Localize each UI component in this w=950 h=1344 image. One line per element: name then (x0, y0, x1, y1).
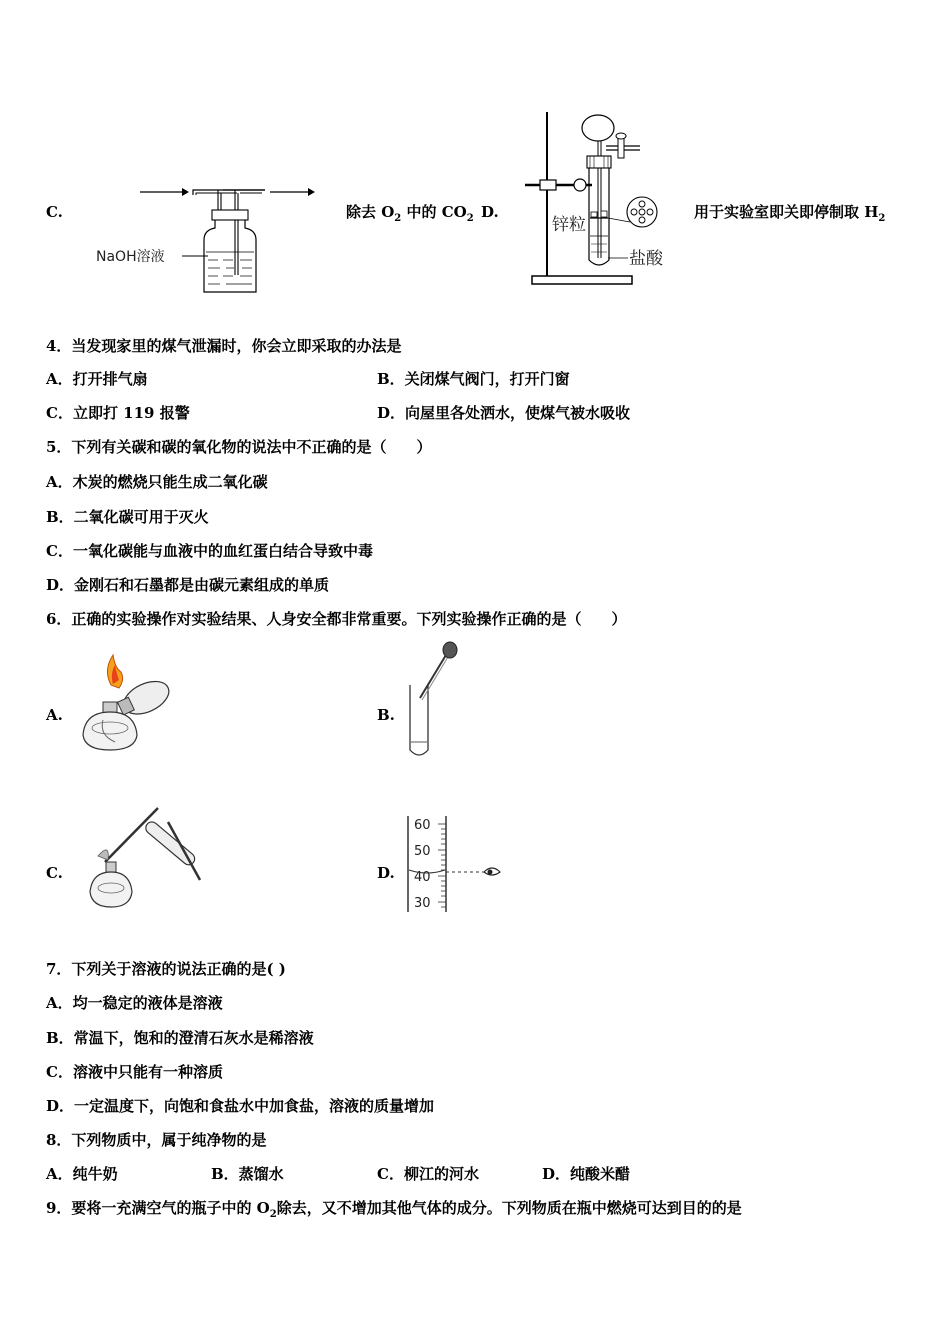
q6-b-label: B. (377, 706, 395, 724)
q7-stem: 7．下列关于溶液的说法正确的是( ) (46, 960, 286, 978)
q9-stem-pre: 9．要将一充满空气的瓶子中的 O (46, 1199, 270, 1217)
q3-c-sub: 2 (394, 213, 402, 224)
q4-option-d: D．向屋里各处洒水，使煤气被水吸收 (377, 404, 631, 422)
q5-stem: 5．下列有关碳和碳的氧化物的说法中不正确的是（ ） (46, 438, 432, 456)
q8-stem: 8．下列物质中，属于纯净物的是 (46, 1131, 267, 1149)
zinc-label: 锌粒 (552, 215, 586, 235)
scale-50: 50 (414, 844, 431, 859)
q4-option-b: B．关闭煤气阀门，打开门窗 (377, 370, 570, 388)
graduated-cylinder-reading-figure (400, 812, 510, 917)
q5-option-d: D．金刚石和石墨都是由碳元素组成的单质 (46, 576, 330, 594)
q8-option-d: D．纯酸米醋 (542, 1165, 631, 1183)
q3-d-sub: 2 (878, 213, 886, 224)
scale-60: 60 (414, 818, 431, 833)
q3-c-text-pre: 除去 O (346, 203, 395, 221)
q7-option-c: C．溶液中只能有一种溶质 (46, 1063, 223, 1081)
heating-test-tube-figure (80, 800, 210, 915)
q5-option-a: A．木炭的燃烧只能生成二氧化碳 (46, 473, 268, 491)
q6-a-label: A. (46, 706, 63, 724)
q9-stem (46, 1198, 742, 1225)
gas-washing-bottle-figure (90, 180, 330, 300)
q3-c-text (346, 202, 474, 229)
q4-option-c: C．立即打 119 报警 (46, 404, 190, 422)
q3-d-label: D. (481, 203, 499, 221)
q9-stem-sub: 2 (269, 1209, 277, 1220)
q3-c-label: C. (46, 203, 63, 221)
q7-option-d: D．一定温度下，向饱和食盐水中加食盐，溶液的质量增加 (46, 1097, 435, 1115)
q9-stem-post: 除去，又不增加其他气体的成分。下列物质在瓶中燃烧可达到目的的是 (276, 1199, 742, 1217)
q6-stem: 6．正确的实验操作对实验结果、人身安全都非常重要。下列实验操作正确的是（ ） (46, 610, 627, 628)
q8-option-c: C．柳江的河水 (377, 1165, 479, 1183)
q6-d-label: D. (377, 864, 395, 882)
dropper-into-tube-figure (400, 640, 470, 765)
q8-option-b: B．蒸馏水 (211, 1165, 284, 1183)
naoh-label: NaOH溶液 (96, 249, 165, 265)
kipp-apparatus-figure (520, 108, 670, 290)
q7-option-a: A．均一稳定的液体是溶液 (46, 994, 223, 1012)
scale-30: 30 (414, 896, 431, 911)
q6-c-label: C. (46, 864, 63, 882)
q7-option-b: B．常温下，饱和的澄清石灰水是稀溶液 (46, 1029, 314, 1047)
scale-40: 40 (414, 870, 431, 885)
q5-option-b: B．二氧化碳可用于灭火 (46, 508, 209, 526)
acid-label: 盐酸 (629, 249, 663, 269)
q3-c-sub2: 2 (466, 213, 474, 224)
q3-d-text (694, 202, 885, 229)
alcohol-lamp-lighting-figure (75, 650, 175, 760)
q3-d-text-pre: 用于实验室即关即停制取 H (694, 203, 879, 221)
q4-stem: 4．当发现家里的煤气泄漏时，你会立即采取的办法是 (46, 337, 402, 355)
q5-option-c: C．一氧化碳能与血液中的血红蛋白结合导致中毒 (46, 542, 373, 560)
q8-option-a: A．纯牛奶 (46, 1165, 118, 1183)
q4-option-a: A．打开排气扇 (46, 370, 148, 388)
q3-c-text-post: 中的 CO (401, 203, 467, 221)
